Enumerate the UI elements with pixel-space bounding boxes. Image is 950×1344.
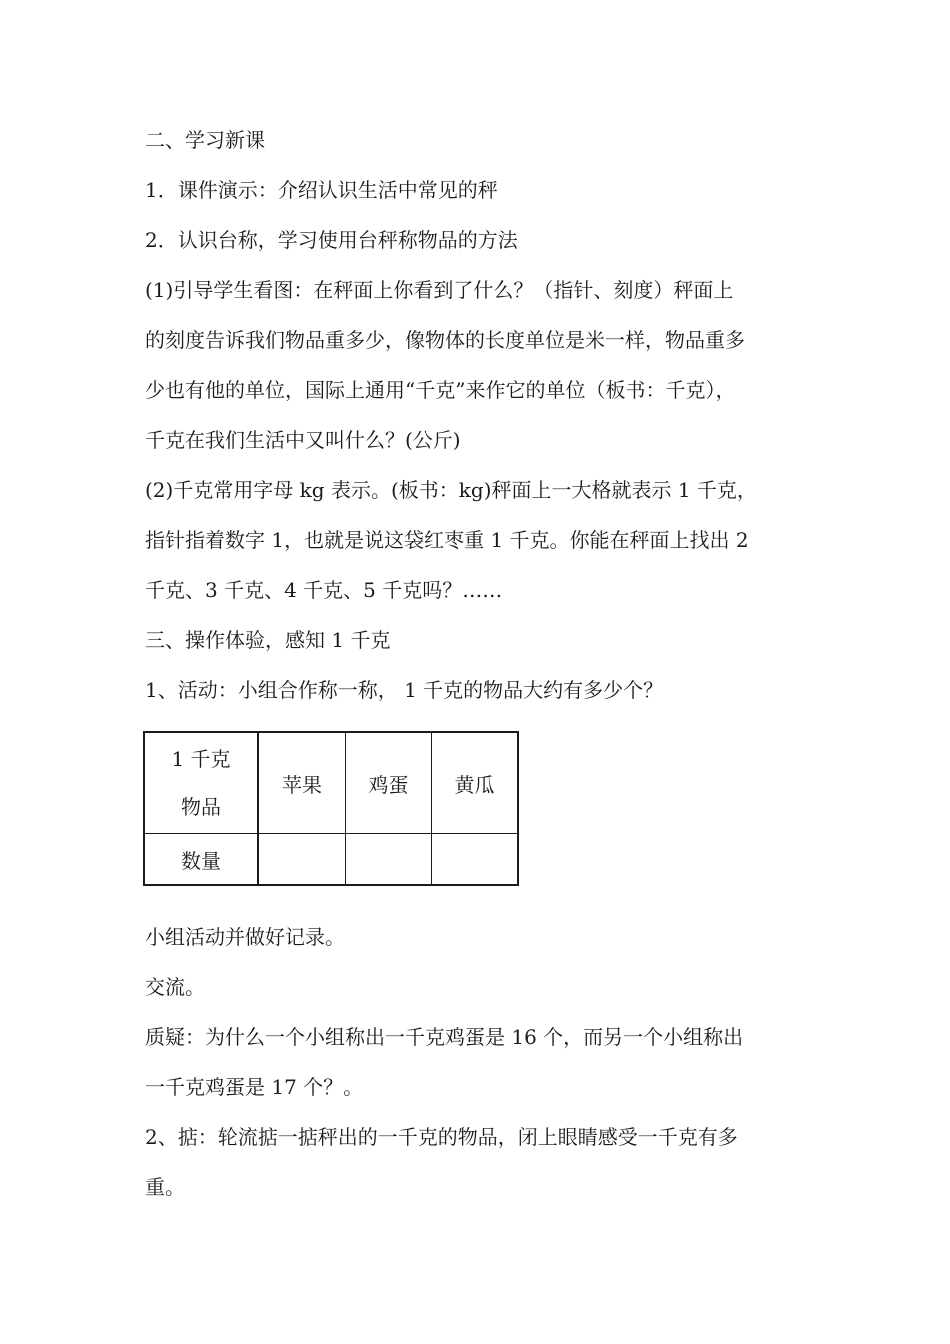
table-item-cell: 黄瓜 [432, 732, 519, 834]
paragraph-line: 1、活动：小组合作称一称， 1 千克的物品大约有多少个？ [145, 678, 664, 702]
paragraph-line: 2．认识台称，学习使用台秤称物品的方法 [145, 228, 518, 252]
table-quantity-cell[interactable] [258, 834, 346, 886]
section-heading-new-lesson: 二、学习新课 [145, 128, 265, 152]
table-quantity-cell[interactable] [432, 834, 519, 886]
paragraph-line: (2)千克常用字母 kg 表示。(板书：kg)秤面上一大格就表示 1 千克， [145, 478, 757, 502]
table-item-cell: 鸡蛋 [346, 732, 432, 834]
paragraph-line: 千克在我们生活中又叫什么？(公斤) [145, 428, 461, 452]
paragraph-line: 小组活动并做好记录。 [145, 925, 345, 949]
paragraph-line: 少也有他的单位，国际上通用“千克”来作它的单位（板书：千克）， [145, 378, 736, 402]
paragraph-line: (1)引导学生看图：在秤面上你看到了什么？（指针、刻度）秤面上 [145, 278, 734, 302]
table-quantity-cell[interactable] [346, 834, 432, 886]
table-header-cell [144, 732, 258, 834]
record-table [143, 731, 519, 886]
paragraph-line: 2、掂：轮流掂一掂秤出的一千克的物品，闭上眼睛感受一千克有多 [145, 1125, 738, 1149]
section-heading-operation: 三、操作体验，感知 1 千克 [145, 628, 391, 652]
table-item-cell: 苹果 [258, 732, 346, 834]
paragraph-line: 1．课件演示：介绍认识生活中常见的秤 [145, 178, 498, 202]
paragraph-line: 千克、3 千克、4 千克、5 千克吗？…… [145, 578, 503, 602]
table-header-line: 物品 [181, 795, 221, 819]
table-header-line: 1 千克 [171, 747, 231, 771]
paragraph-line: 的刻度告诉我们物品重多少，像物体的长度单位是米一样，物品重多 [145, 328, 745, 352]
paragraph-line: 一千克鸡蛋是 17 个？。 [145, 1075, 364, 1099]
paragraph-line: 指针指着数字 1，也就是说这袋红枣重 1 千克。你能在秤面上找出 2 [145, 528, 749, 552]
paragraph-line: 重。 [145, 1175, 185, 1199]
paragraph-line: 质疑：为什么一个小组称出一千克鸡蛋是 16 个，而另一个小组称出 [145, 1025, 744, 1049]
table-quantity-label: 数量 [144, 834, 258, 886]
paragraph-line: 交流。 [145, 975, 205, 999]
